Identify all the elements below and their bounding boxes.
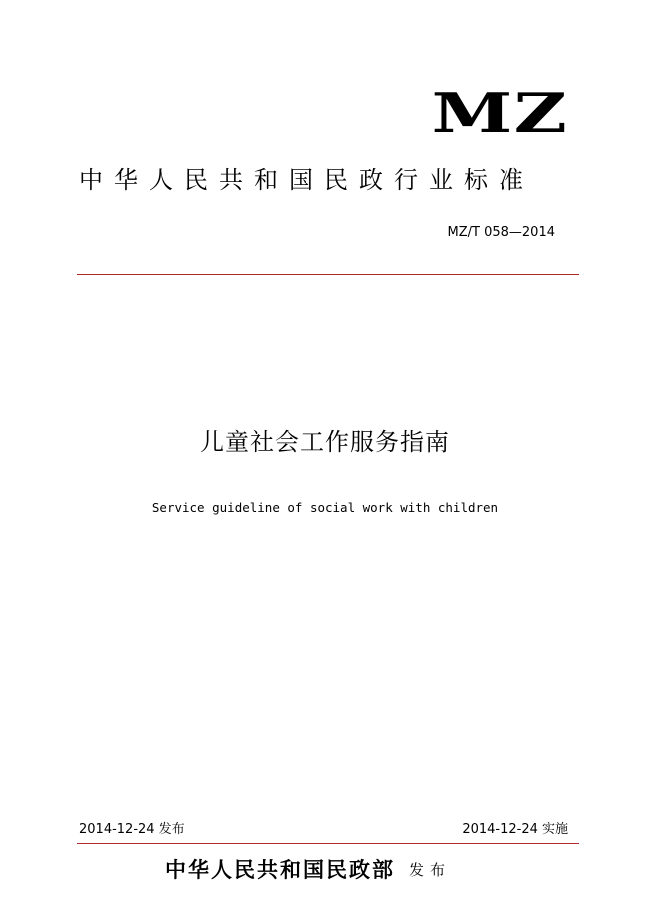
publisher-line	[165, 860, 451, 881]
implement-date: 2014-12-24 实施	[462, 822, 568, 837]
standard-logo: MZ	[431, 81, 568, 145]
bottom-divider	[77, 843, 579, 844]
standard-code: MZ/T 058—2014	[447, 225, 555, 240]
publisher-name: 中华人民共和国民政部	[165, 858, 395, 882]
top-divider	[77, 274, 579, 275]
document-title: 儿童社会工作服务指南	[200, 428, 450, 456]
publish-action: 发布	[409, 861, 452, 879]
issue-date: 2014-12-24 发布	[79, 822, 185, 837]
document-subtitle-english: Service guideline of social work with children	[151, 500, 499, 515]
standard-category: 中华人民共和国民政行业标准	[79, 166, 534, 194]
